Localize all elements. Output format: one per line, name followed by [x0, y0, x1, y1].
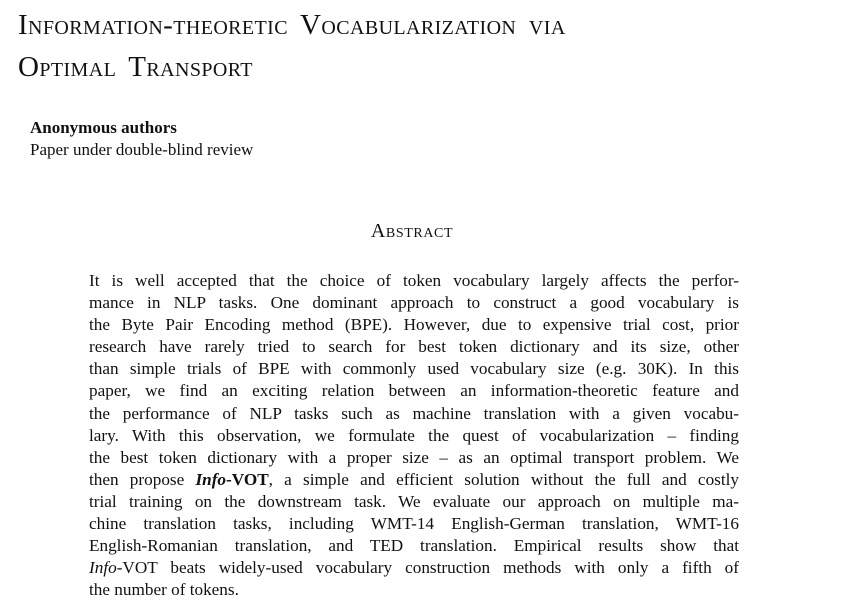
author-name: Anonymous authors [30, 118, 177, 137]
abstract-line: lary. With this observation, we formulate the quest of vocabularization – finding [89, 425, 739, 445]
author-affiliation: Paper under double-blind review [30, 140, 254, 159]
abstract-line: It is well accepted that the choice of token vocabulary largely affects the perfor- [89, 271, 739, 290]
method-name-vot: -VOT [226, 469, 269, 489]
abstract-body [89, 270, 739, 601]
abstract-line: English-Romanian translation, and TED translation. Empirical results show that [89, 536, 739, 556]
abstract-line: trial training on the downstream task. We evaluate our approach on multiple ma- [89, 491, 739, 511]
author-block [30, 117, 253, 161]
abstract-line: mance in NLP tasks. One dominant approach to construct a good vocabulary is [89, 293, 739, 313]
abstract-line: chine translation tasks, including WMT-14 English-German translation, WMT-16 [89, 514, 739, 534]
method-name-info: Info [195, 469, 227, 489]
paper-title [18, 4, 838, 88]
abstract-text: , a simple and efficient solution without the full and costly [268, 469, 739, 489]
abstract-line: the Byte Pair Encoding method (BPE). However, due to expensive trial cost, prior [89, 315, 739, 335]
title-line-2: Optimal Transport [18, 51, 253, 83]
abstract-line: the best token dictionary with a proper size – as an optimal transport problem. We [89, 447, 739, 467]
abstract-line: paper, we find an exciting relation between an information-theoretic feature and [89, 381, 739, 401]
abstract-line: the performance of NLP tasks such as machine translation with a given vocabu- [89, 403, 739, 423]
abstract-line: research have rarely tried to search for best token dictionary and its size, other [89, 337, 739, 357]
method-name-info: Info [89, 558, 117, 578]
abstract-line-method-name [89, 469, 739, 491]
abstract-text: -VOT beats widely-used vocabulary construction methods with only a fifth of [116, 558, 739, 578]
title-line-1: Information-theoretic Vocabularization via [18, 9, 566, 41]
abstract-heading: Abstract [370, 220, 454, 242]
abstract-line-final: the number of tokens. [89, 580, 239, 600]
abstract-line-result [89, 557, 739, 579]
abstract-text: then propose [89, 469, 196, 489]
abstract-line: than simple trials of BPE with commonly used vocabulary size (e.g. 30K). In this [89, 359, 739, 379]
